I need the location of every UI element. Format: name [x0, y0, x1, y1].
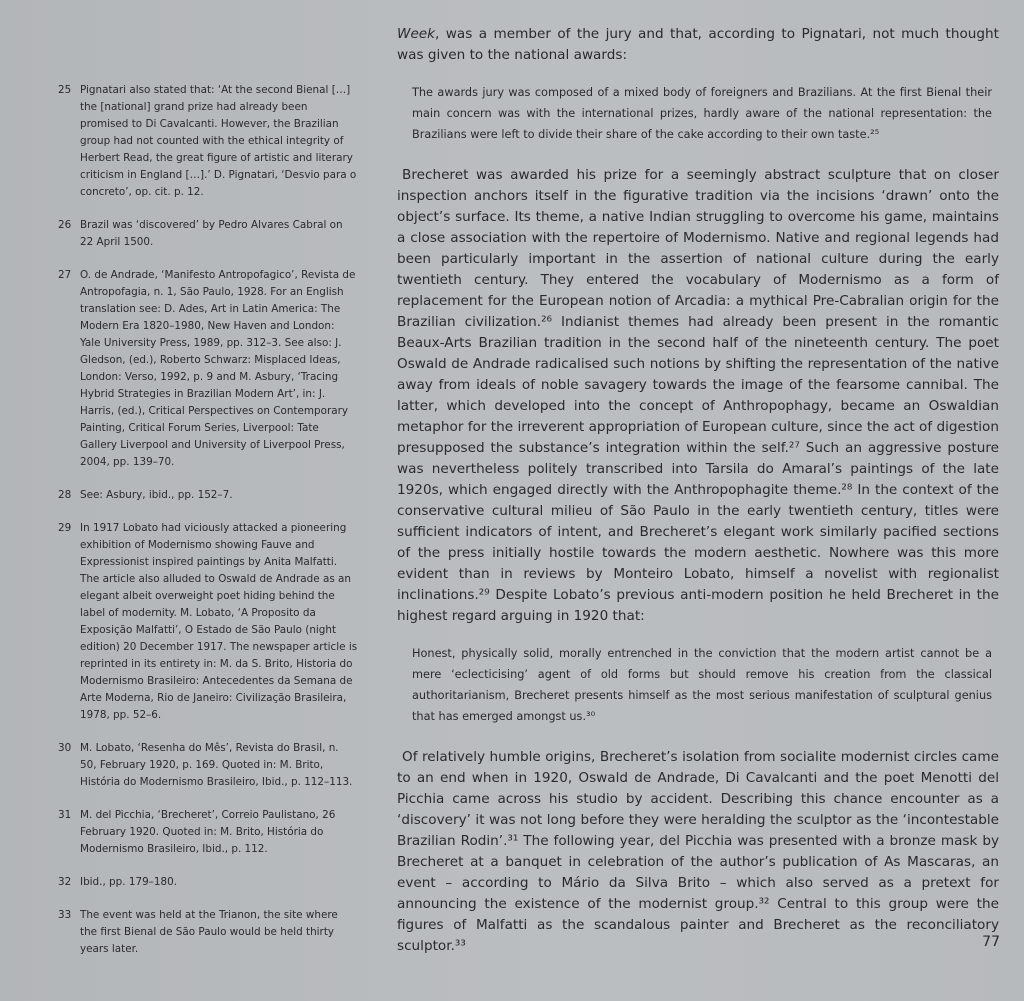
footnote-number: 29 [58, 522, 72, 534]
footnote [58, 267, 358, 471]
main-text-column [397, 24, 999, 973]
footnote-number: 30 [58, 742, 72, 754]
opening-italic-word: Week [397, 26, 436, 42]
footnote [58, 740, 358, 791]
footnote-number: 28 [58, 489, 72, 501]
footnote [58, 807, 358, 858]
opening-text: , was a member of the jury and that, according to Pignatari, not much thought was given to the national awards: [397, 26, 999, 63]
footnote-text: See: Asbury, ibid., pp. 152–7. [80, 489, 233, 501]
footnote-text: O. de Andrade, ‘Manifesto Antropofagico’, Revista de Antropofagia, n. 1, São Paulo, 1928. For an English translation see: D. Ades, Art in Latin America: The Modern Era 1820–1980, New Haven and London: Yale University Press, 1989, pp. 312–3. See also: J. Gledson, (ed.), Roberto Schwarz: Misplaced Ideas, London: Verso, 1992, p. 9 and M. Asbury, ‘Tracing Hybrid Strategies in Brazilian Modern Art’, in: J. Harris, (ed.), Critical Perspectives on Contemporary Painting, Critical Forum Series, Liverpool: Tate Gallery Liverpool and University of Liverpool Press, 2004, pp. 139–70. [80, 269, 356, 468]
block-quote-lobato: Honest, physically solid, morally entrenched in the conviction that the modern artist cannot be a mere ‘eclecticising’ agent of old forms but should remove his creation from the classical authoritarianism, Brecheret presents himself as the most serious manifestation of sculptural genius that has emerged amongst us.³⁰ [412, 647, 992, 723]
footnote-number: 31 [58, 809, 72, 821]
opening-paragraph [397, 24, 999, 66]
footnote-number: 27 [58, 269, 72, 281]
footnote-number: 33 [58, 909, 72, 921]
footnote [58, 907, 358, 958]
block-quote-jury: The awards jury was composed of a mixed body of foreigners and Brazilians. At the first Bienal their main concern was with the international prizes, hardly aware of the national representation: the Brazilians were left to divide their share of the cake according to their own taste.²⁵ [412, 86, 992, 141]
footnote-text: In 1917 Lobato had viciously attacked a pioneering exhibition of Modernismo showing Fauve and Expressionist inspired paintings by Anita Malfatti. The article also alluded to Oswald de Andrade as an elegant albeit overweight poet hiding behind the label of modernity. M. Lobato, ‘A Proposito da Exposição Malfatti’, O Estado de São Paulo (night edition) 20 December 1917. The newspaper article is reprinted in its entirety in: M. da S. Brito, Historia do Modernismo Brasileiro: Antecedentes da Semana de Arte Moderna, Rio de Janeiro: Civilização Brasileira, 1978, pp. 52–6. [80, 522, 358, 721]
footnote-number: 32 [58, 876, 72, 888]
footnote [58, 217, 358, 251]
footnote-text: The event was held at the Trianon, the site where the first Bienal de São Paulo would be held thirty years later. [80, 909, 338, 955]
body-paragraph-brecheret-prize: Brecheret was awarded his prize for a seemingly abstract sculpture that on closer inspection anchors itself in the figurative tradition via the incisions ‘drawn’ onto the object’s surface. Its theme, a native Indian struggling to overcome his game, maintains a close association with the repertoire of Modernismo. Native and regional legends had been particularly important in the assertion of national culture during the early twentieth century. They entered the vocabulary of Modernismo as a form of replacement for the European notion of Arcadia: a mythical Pre-Cabralian origin for the Brazilian civilization.²⁶ Indianist themes had already been present in the romantic Beaux-Arts Brazilian tradition in the second half of the nineteenth century. The poet Oswald de Andrade radicalised such notions by shifting the representation of the native away from ideals of noble savagery towards the image of the fearsome cannibal. The latter, which developed into the concept of Anthropophagy, became an Oswaldian metaphor for the irreverent appropriation of European culture, since the act of digestion presupposed the substance’s integration within the self.²⁷ Such an aggressive posture was nevertheless politely transcribed into Tarsila do Amaral’s paintings of the late 1920s, which engaged directly with the Anthropophagite theme.²⁸ In the context of the conservative cultural milieu of São Paulo in the early twentieth century, titles were sufficient indicators of intent, and Brecheret’s elegant work similarly pacified sections of the press initially hostile towards the modern aesthetic. Nowhere was this more evident than in reviews by Monteiro Lobato, himself a novelist with regionalist inclinations.²⁹ Despite Lobato’s previous anti-modern position he held Brecheret in the highest regard arguing in 1920 that: [397, 167, 999, 624]
footnote [58, 520, 358, 724]
footnote-text: Ibid., pp. 179–180. [80, 876, 178, 888]
footnote-text: M. Lobato, ‘Resenha do Mês’, Revista do Brasil, n. 50, February 1920, p. 169. Quoted in: M. Brito, História do Modernismo Brasileiro, Ibid., p. 112–113. [80, 742, 353, 788]
footnote-number: 26 [58, 219, 72, 231]
body-paragraph-humble-origins: Of relatively humble origins, Brecheret’s isolation from socialite modernist circles came to an end when in 1920, Oswald de Andrade, Di Cavalcanti and the poet Menotti del Picchia came across his studio by accident. Describing this chance encounter as a ‘discovery’ it was not long before they were heralding the sculptor as the ‘incontestable Brazilian Rodin’.³¹ The following year, del Picchia was presented with a bronze mask by Brecheret at a banquet in celebration of the author’s publication of As Mascaras, an event – according to Mário da Silva Brito – which also served as a pretext for announcing the existence of the modernist group.³² Central to this group were the figures of Malfatti as the scandalous painter and Brecheret as the reconciliatory sculptor.³³ [397, 749, 999, 954]
footnote-text: Brazil was ‘discovered’ by Pedro Alvares Cabral on 22 April 1500. [80, 219, 343, 248]
footnote [58, 487, 358, 504]
footnote-text: M. del Picchia, ‘Brecheret’, Correio Paulistano, 26 February 1920. Quoted in: M. Brito, História do Modernismo Brasileiro, Ibid., p. 112. [80, 809, 336, 855]
footnote [58, 874, 358, 891]
footnote-number: 25 [58, 84, 72, 96]
footnotes-column [58, 82, 358, 974]
page-number: 77 [982, 934, 1000, 950]
footnote [58, 82, 358, 201]
footnote-text: Pignatari also stated that: ‘At the second Bienal […] the [national] grand prize had already been promised to Di Cavalcanti. However, the Brazilian group had not counted with the ethical integrity of Herbert Read, the great figure of artistic and literary criticism in England […].’ D. Pignatari, ‘Desvio para o concreto’, op. cit. p. 12. [80, 84, 357, 198]
